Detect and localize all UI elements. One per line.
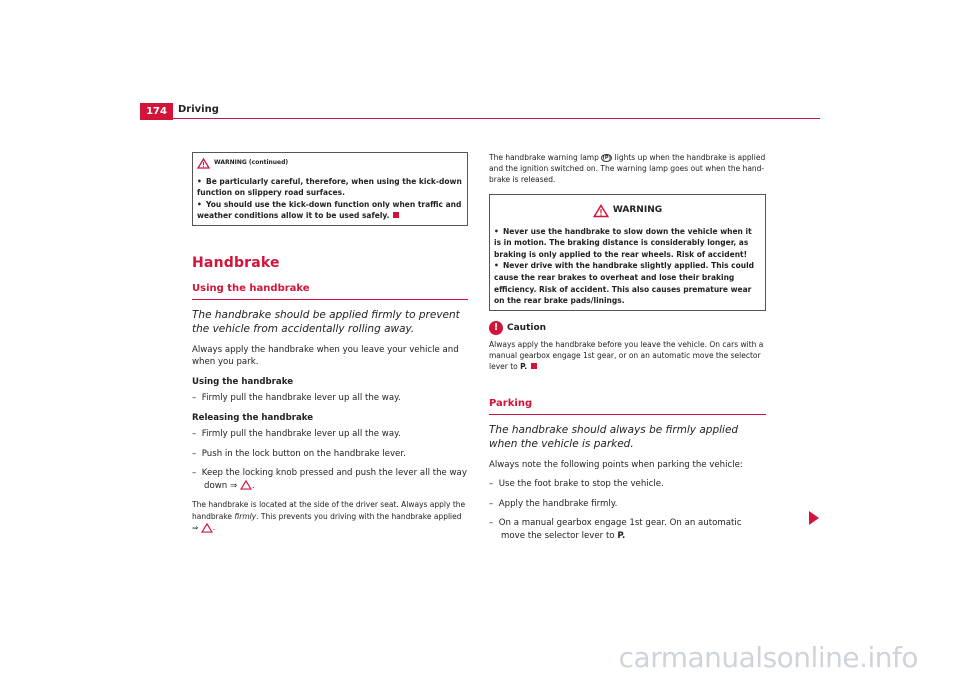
running-header: Driving [178, 104, 219, 115]
watermark: carmanualsonline.info [618, 641, 918, 674]
right-column [489, 152, 766, 549]
parking-lead: The handbrake should always be firmly applied when the vehicle is parked. [489, 423, 739, 450]
left-column [192, 152, 468, 533]
warning-item: • Never use the handbrake to slow down the vehicle when it is in motion. The braking distance is considerably longer, as braking is only applied to the rear wheels. Risk of accident! [494, 226, 752, 259]
warning-item: • Never drive with the handbrake slightly applied. This could cause the rear brakes to overheat and lose their braking efficiency. Risk of accident. This also causes premature wear on the rear brake pads/linings. [494, 261, 755, 306]
warning-triangle-icon [197, 158, 210, 169]
warning-item: • Be particularly careful, therefore, when using the kick-down function on slippery road surfaces. [197, 176, 462, 198]
warning-triangle-icon [201, 523, 213, 533]
warning-item: • You should use the kick-down function only when traffic and weather conditions allow it to be used safely. [197, 199, 462, 221]
next-page-arrow-icon[interactable] [809, 511, 819, 525]
subsection-title: Using the handbrake [192, 283, 468, 300]
section-end-icon [531, 363, 537, 369]
page-number: 174 [140, 103, 173, 120]
note-text: The handbrake is located at the side of the driver seat. Always apply the handbrake firmly. This prevents you driving with the handbrake applied ⇒ . [192, 500, 466, 532]
step-item: – Keep the locking knob pressed and push the lever all the way down ⇒ . [192, 468, 467, 491]
caution-text: Always apply the handbrake before you leave the vehicle. On cars with a manual gearbox engage 1st gear, or on an automatic move the selector lever to P. [489, 339, 764, 372]
step-item: – Firmly pull the handbrake lever up all the way. [192, 429, 401, 440]
lead-text: The handbrake should be applied firmly to prevent the vehicle from accidentally rolling away. [192, 308, 460, 335]
lamp-text: The handbrake warning lamp (P) lights up when the handbrake is applied and the ignition switched on. The warning lamp goes out when the hand-brake is released. [489, 153, 766, 185]
header-rule [173, 118, 820, 119]
releasing-heading: Releasing the handbrake [192, 412, 314, 423]
caution-icon: ! [489, 321, 503, 335]
parking-title: Parking [489, 398, 766, 415]
step-item: – On a manual gearbox engage 1st gear. On an automatic move the selector lever to P. [489, 518, 742, 541]
intro-text: Always apply the handbrake when you leave your vehicle and when you park. [192, 344, 459, 368]
warning-triangle-icon [240, 480, 252, 490]
warning-triangle-icon [593, 204, 609, 218]
section-end-icon [393, 212, 399, 218]
using-heading: Using the handbrake [192, 376, 294, 387]
step-item: – Use the foot brake to stop the vehicle. [489, 479, 664, 490]
parking-intro: Always note the following points when parking the vehicle: [489, 459, 743, 470]
step-item: – Apply the handbrake firmly. [489, 498, 618, 509]
warning-box [489, 194, 766, 311]
section-title: Handbrake [192, 254, 280, 271]
handbrake-lamp-icon: (P) [602, 155, 611, 161]
warning-continued-title: WARNING (continued) [197, 157, 463, 170]
warning-continued-box [192, 152, 468, 226]
step-item: – Firmly pull the handbrake lever up all the way. [192, 393, 401, 404]
caution-heading: ! Caution [489, 321, 766, 335]
step-item: – Push in the lock button on the handbrake lever. [192, 448, 406, 459]
warning-title: WARNING [494, 204, 761, 218]
